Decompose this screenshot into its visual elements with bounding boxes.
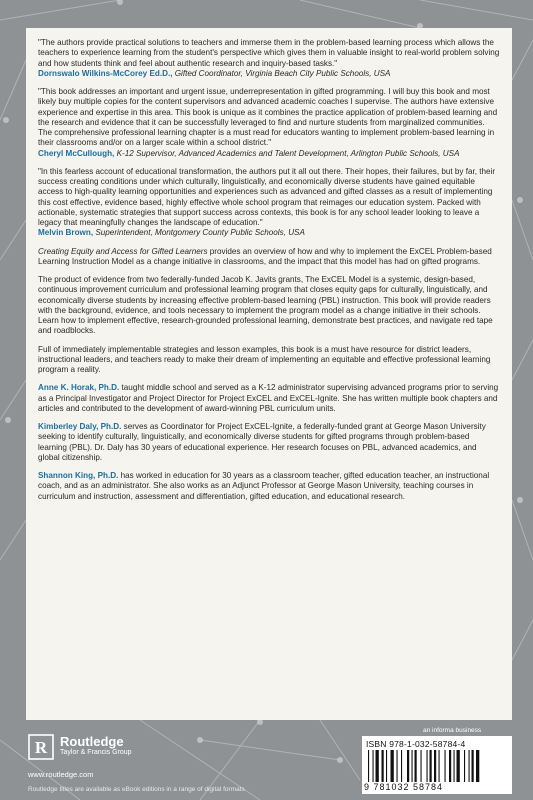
back-cover-panel (26, 28, 512, 720)
endorsement-quote (38, 167, 500, 239)
intro-text: provides an overview of how and why to implement the ExCEL Problem-based Learning Instruction Model as a change initiative in classrooms, and the impact that this model has had on gifted programs. (38, 246, 492, 266)
quote-text: "This book addresses an important and urgent issue, underrepresentation in gifted programming. I will buy this book and most likely buy multiple copies for the content supervisors and advanced academic coaches I supervise. The authors have extensive experience and expertise in this area. This book is unique as it combines the practice application of problem-based learning and the research and evidence that it can be successfully leveraged to find and nurture students from marginalized communities. The comprehensive professional learning chapter is a must read for educators wanting to implement problem-based learning in their classrooms and/or on a larger scale within a school district." (38, 87, 498, 148)
publisher-name: Routledge (60, 734, 124, 749)
author-bio-text: has worked in education for 30 years as a classroom teacher, gifted education teacher, an instructional coach, and as an administrator. She also works as an Adjunct Professor at George Mason University, teaching courses in curriculum and instruction, assessment and differentiation, gifted education, and educational research. (38, 471, 490, 501)
barcode-digits: 9 781032 58784 (364, 782, 444, 792)
quote-text: "In this fearless account of educational transformation, the authors put it all out there. Their hopes, their failures, but by far, their success creating conditions under which culturally, linguistically, and economically diverse students have gained equitable access to high-quality learning opportunities and experiences such as advanced and gifted classes as a result of implementing this cost effective, evidence based, highly effective whole school program that reimages our education system. Packed with actionable, systematic strategies that support success across contexts, this book is for any school leader looking to leave a legacy that meaningfully changes the landscape of education." (38, 166, 496, 227)
publisher-name-block (60, 736, 132, 758)
author-bio-text: taught middle school and served as a K-12 administrator supervising advanced programs prior to serving as a Principal Investigator and Project Director for Project ExCEL and ExCEL-Ignite. She has written multiple book chapters and articles and contributed to the development of award-winning PBL curriculum units. (38, 383, 499, 413)
book-description-paragraph: The product of evidence from two federally-funded Jacob K. Javits grants, The ExCEL Model is a systemic, design-based, continuous improvement curriculum and professional learning program that closes equity gaps for culturally, linguistically, and economically diverse students by increasing effective problem-based learning (PBL) instruction. This book will provide readers with the background, evidence, and tools necessary to implement the program model as a change initiative in their schools. Learn how to implement effective, research-grounded professional learning, demonstrate best practices, and navigate red tape and roadblocks. (38, 275, 493, 336)
author-bio (38, 383, 500, 414)
barcode-panel (362, 736, 512, 794)
quote-author-name: Cheryl McCullough, (38, 148, 115, 158)
author-name: Kimberley Daly, Ph.D. (38, 422, 122, 431)
publisher-logo (28, 734, 132, 760)
author-bio-text: serves as Coordinator for Project ExCEL-Ignite, a federally-funded grant at George Mason University seeking to identify culturally, linguistically, and economically diverse students for gifted programs through problem-based learning (PBL). Dr. Daly has 30 years of educational experience. Her research focuses on PBL, advanced academics, and global citizenship. (38, 422, 486, 462)
quote-author-role: K-12 Supervisor, Advanced Academics and Talent Development, Arlington Public Schools, USA (116, 148, 460, 158)
quote-author-name: Dornswalo Wilkins-McCorey Ed.D., (38, 68, 173, 78)
author-bio (38, 422, 500, 463)
book-description-paragraph: Full of immediately implementable strategies and lesson examples, this book is a must have resource for district leaders, instructional leaders, and teachers ready to make their dream of implementing an equitable and effective professional learning program a reality. (38, 344, 491, 374)
svg-text:R: R (34, 738, 48, 757)
quote-author-name: Melvin Brown, (38, 228, 94, 238)
quote-author-role: Superintendent, Montgomery County Public Schools, USA (95, 228, 305, 238)
quote-text: "The authors provide practical solutions to teachers and immerse them in the problem-based learning process which allows the teachers to experience learning from the student's perspective which gives them in valuable insight to real-world problem solving and how students think and feel about authentic research and inquiry-based tasks." (38, 38, 500, 68)
quote-attribution (38, 149, 500, 159)
author-name: Shannon King, Ph.D. (38, 471, 119, 480)
quote-attribution (38, 69, 500, 79)
ebook-note: Routledge titles are available as eBook editions in a range of digital formats (28, 786, 245, 793)
publisher-website: www.routledge.com (28, 770, 94, 779)
isbn-text: ISBN 978-1-032-58784-4 (366, 739, 466, 749)
endorsement-quote (38, 38, 500, 79)
endorsement-quote (38, 87, 500, 159)
publisher-subtitle: Taylor & Francis Group (60, 749, 132, 756)
book-description-intro (38, 247, 500, 268)
book-title: Creating Equity and Access for Gifted Learners (38, 246, 208, 256)
quote-attribution (38, 228, 500, 238)
routledge-r-icon (28, 734, 54, 760)
author-name: Anne K. Horak, Ph.D. (38, 383, 120, 393)
informa-tagline: an informa business (423, 727, 482, 734)
barcode-icon (366, 750, 508, 782)
author-bio (38, 471, 500, 502)
quote-author-role: Gifted Coordinator, Virginia Beach City Public Schools, USA (174, 68, 391, 78)
